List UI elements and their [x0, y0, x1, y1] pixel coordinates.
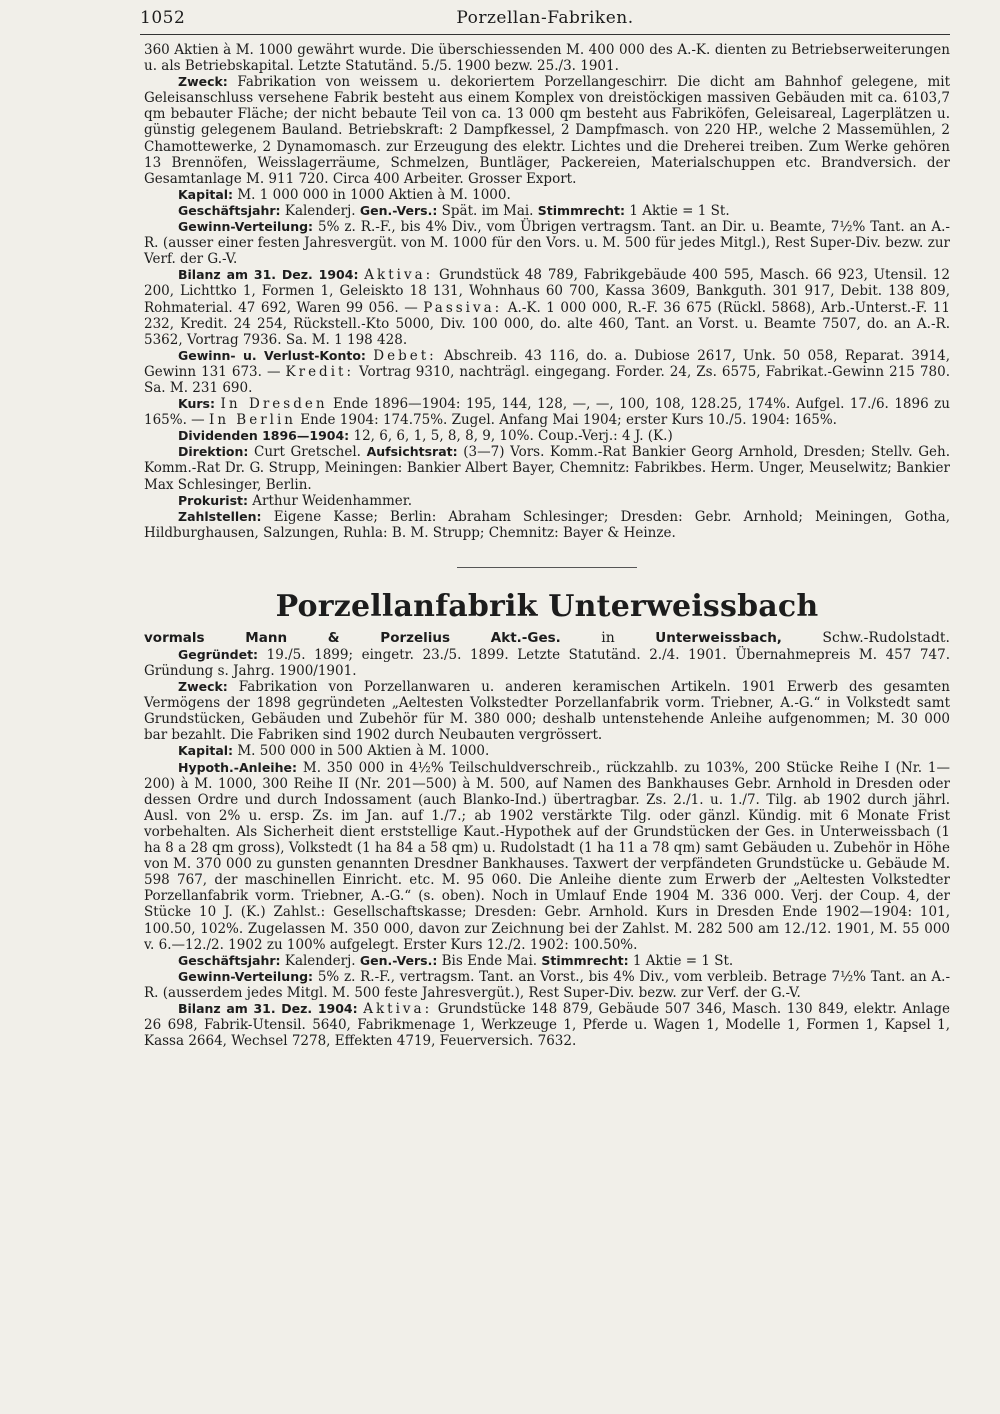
paragraph-bilanz: Bilanz am 31. Dez. 1904: Aktiva: Grundstücke 148 879, Gebäude 507 346, Masch. 130 849, elektr. Anlage 26 698, Fabrik-Utensil. 5640, Fabrikmenage 1, Werkzeuge 1, Pferde u. Wagen 1, Modelle 1, Formen 1, Kapsel 1, Kassa 2664, Wechsel 7278, Effekten 4719, Feuerversich. 7632. [144, 1000, 951, 1050]
company-title: Porzellanfabrik Unterweissbach [275, 588, 819, 624]
section-divider [457, 567, 637, 568]
paragraph-gewinn-verteilung: Gewinn-Verteilung: 5% z. R.-F., bis 4% Div., vom Übrigen vertragsm. Tant. an Dir. u. Beamte, 7½% Tant. an A.-R. (ausser einer festen Jahresvergüt. von M. 1000 für den Vors. u. M. 500 für jedes Mitgl.), Rest Super-Div. bezw. zur Verf. der G.-V. [144, 219, 950, 268]
paragraph-gegruendet: Gegründet: 19./5. 1899; eingetr. 23./5. 1899. Letzte Statutänd. 2./4. 1901. Übernahmepreis M. 457 747. Gründung s. Jahrg. 1900/1901. [144, 646, 950, 679]
paragraph-direktion: Direktion: Curt Gretschel. Aufsichtsrat: (3—7) Vors. Komm.-Rat Bankier Georg Arnhold, Dresden; Stellv. Geh. Komm.-Rat Dr. G. Strupp, Meiningen: Bankier Albert Bayer, Chemnitz: Fabrikbes. Herm. Unger, Meuselwitz; Bankier Max Schlesinger, Berlin. [144, 444, 950, 493]
paragraph-kapital: Kapital: M. 500 000 in 500 Aktien à M. 1000. [178, 743, 490, 760]
company-subtitle: vormals Mann & Porzelius Akt.-Ges. in Unterweissbach, Schw.-Rudolstadt. [144, 629, 950, 646]
page-header [140, 8, 950, 34]
paragraph-hypoth-anleihe: Hypoth.-Anleihe: M. 350 000 in 4½% Teilschuldverschreib., rückzahlb. zu 103%, 200 Stücke Reihe I (Nr. 1—200) à M. 1000, 300 Reihe II (Nr. 201—500) à M. 500, auf Namen des Bankhauses Gebr. Arnhold in Dresden oder dessen Ordre und durch Indossament (auch Blanko-Ind.) übertragbar. Zs. 2./1. u. 1./7. Tilg. ab 1902 durch jährl. Ausl. von 2% u. ersp. Zs. im Jan. auf 1./7.; ab 1902 verstärkte Tilg. oder gänzl. Kündig. mit 6 Monate Frist vorbehalten. Als Sicherheit dient erststellige Kaut.-Hypothek auf der Grundstücken der Ges. in Unterweissbach (1 ha 8 a 28 qm gross), Volkstedt (1 ha 84 a 58 qm) u. Rudolstadt (1 ha 11 a 78 qm) samt Gebäuden u. Zubehör in Höhe von M. 370 000 zu gunsten genannten Dresdner Bankhauses. Taxwert der verpfändeten Grundstücke u. Gebäude M. 598 767, der maschinellen Einricht. etc. M. 95 060. Die Anleihe diente zum Erwerb der „Aeltesten Volkstedter Porzellanfabrik vorm. Triebner, A.-G.“ (s. oben). Noch in Umlauf Ende 1904 M. 336 000. Verj. der Coup. 4, der Stücke 10 J. (K.) Zahlst.: Gesellschaftskasse; Dresden: Gebr. Arnhold. Kurs in Dresden Ende 1902—1904: 101, 100.50, 102%. Zugelassen M. 350 000, davon zur Zeichnung bei der Zahlst. M. 282 500 am 12./12. 1901, M. 55 000 v. 6.—12./2. 1902 zu 100% aufgelegt. Erster Kurs 12./2. 1902: 100.50%. [144, 759, 950, 953]
paragraph-prokurist: Prokurist: Arthur Weidenhammer. [178, 492, 413, 509]
paragraph-kapital: Kapital: M. 1 000 000 in 1000 Aktien à M. 1000. [178, 186, 511, 203]
paragraph-kurs: Kurs: In Dresden Ende 1896—1904: 195, 144, 128, —, —, 100, 108, 128.25, 174%. Aufgel. 17./6. 1896 zu 165%. — In Berlin Ende 1904: 174.75%. Zugel. Anfang Mai 1904; erster Kurs 10./5. 1904: 165%. [144, 396, 950, 429]
text-column [144, 42, 950, 1049]
paragraph: 360 Aktien à M. 1000 gewährt wurde. Die überschiessenden M. 400 000 des A.-K. dienten zu Betriebserweiterungen u. als Betriebskapital. Letzte Statutänd. 5./5. 1900 bezw. 25./3. 1901. [144, 42, 950, 75]
entry-previous-company [144, 42, 950, 541]
running-head: Porzellan-Fabriken. [456, 8, 634, 28]
header-rule [140, 34, 950, 35]
paragraph-zweck: Zweck: Fabrikation von Porzellanwaren u. anderen keramischen Artikeln. 1901 Erwerb des gesamten Vermögens der 1898 gegründeten „Aeltesten Volkstedter Porzellanfabrik vorm. Triebner, A.-G.“ in Volkstedt samt Grundstücken, Gebäuden und Zubehör für M. 380 000; deshalb untenstehende Anleihe aufgenommen; M. 30 000 bar bezahlt. Die Fabriken sind 1902 durch Neubauten vergrössert. [144, 679, 950, 744]
paragraph-gewinn-verlust: Gewinn- u. Verlust-Konto: Debet: Abschreib. 43 116, do. a. Dubiose 2617, Unk. 50 058, Reparat. 3914, Gewinn 131 673. — Kredit: Vortrag 9310, nachträgl. eingegang. Forder. 24, Zs. 6575, Fabrikat.-Gewinn 215 780. Sa. M. 231 690. [144, 347, 950, 396]
paragraph-zweck: Zweck: Fabrikation von weissem u. dekoriertem Porzellangeschirr. Die dicht am Bahnhof gelegene, mit Geleisanschluss versehene Fabrik besteht aus einem Komplex von dreistöckigen massiven Gebäuden mit ca. 6103,7 qm bebauter Fläche; der nicht bebaute Teil von ca. 13 000 qm besteht aus Fabriköfen, Geleisareal, Lagerplätzen u. günstig gelegenem Bauland. Betriebskraft: 2 Dampfkessel, 2 Dampfmasch. von 220 HP., welche 2 Massemühlen, 2 Chamottewerke, 2 Dynamomasch. zur Erzeugung des elektr. Lichtes und die Dreherei treiben. Zum Werke gehören 13 Brennöfen, Weisslagerräume, Schmelzen, Buntläger, Packereien, Materialschuppen etc. Brandversich. der Gesamtanlage M. 911 720. Circa 400 Arbeiter. Grosser Export. [144, 74, 950, 187]
paragraph-bilanz: Bilanz am 31. Dez. 1904: Aktiva: Grundstück 48 789, Fabrikgebäude 400 595, Masch. 66 923, Utensil. 12 200, Lichttko 1, Formen 1, Geleiskto 18 131, Wohnhaus 60 700, Kassa 3609, Bankguth. 301 917, Debit. 138 809, Rohmaterial. 47 692, Waren 99 056. — Passiva: A.-K. 1 000 000, R.-F. 36 675 (Rückl. 5868), Arb.-Unterst.-F. 11 232, Kredit. 24 254, Rückstell.-Kto 5000, Div. 100 000, do. alte 460, Tant. an Vorst. u. Beamte 7507, do. an A.-R. 5362, Vortrag 7936. Sa. M. 1 198 428. [144, 267, 951, 348]
paragraph-geschaeftsjahr: Geschäftsjahr: Kalenderj. Gen.-Vers.: Bis Ende Mai. Stimmrecht: 1 Aktie = 1 St. [178, 952, 734, 969]
paragraph-gewinn-verteilung: Gewinn-Verteilung: 5% z. R.-F., vertragsm. Tant. an Vorst., bis 4% Div., vom verbleib. Betrage 7½% Tant. an A.-R. (ausserdem jedes Mitgl. M. 500 feste Jahresvergüt.), Rest Super-Div. bezw. zur Verf. der G.-V. [144, 968, 951, 1001]
paragraph-geschaeftsjahr: Geschäftsjahr: Kalenderj. Gen.-Vers.: Spät. im Mai. Stimmrecht: 1 Aktie = 1 St. [178, 202, 730, 219]
entry-porzellanfabrik-unterweissbach [144, 590, 950, 1049]
paragraph-dividenden: Dividenden 1896—1904: 12, 6, 6, 1, 5, 8, 8, 9, 10%. Coup.-Verj.: 4 J. (K.) [178, 428, 673, 445]
page-number: 1052 [140, 8, 186, 28]
paragraph-zahlstellen: Zahlstellen: Eigene Kasse; Berlin: Abraham Schlesinger; Dresden: Gebr. Arnhold; Meiningen, Gotha, Hildburghausen, Salzungen, Ruhla: B. M. Strupp; Chemnitz: Bayer & Heinze. [144, 508, 951, 541]
